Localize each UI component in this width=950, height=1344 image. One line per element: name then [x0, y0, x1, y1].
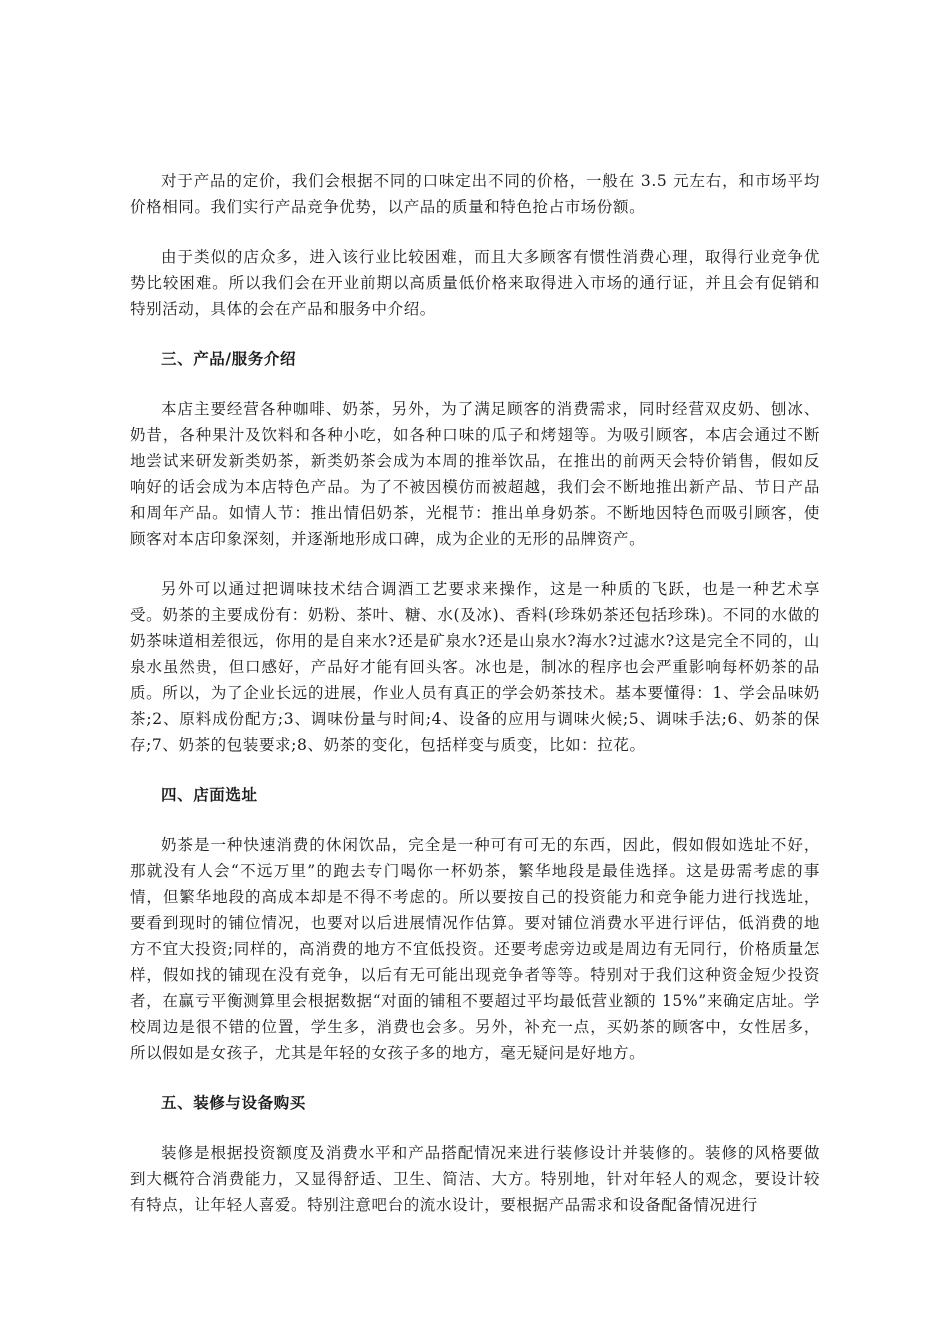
location-paragraph: 奶茶是一种快速消费的休闲饮品，完全是一种可有可无的东西，因此，假如假如选址不好，那就没有人会“不远万里”的跑去专门喝你一杯奶茶，繁华地段是最佳选择。这是毋需考虑的事情，但繁华地段的高成本却是不得不考虑的。所以要按自己的投资能力和竞争能力进行找选址，要看到现时的铺位情况，也要对以后进展情况作估算。要对铺位消费水平进行评估，低消费的地方不宜大投资;同样的，高消费的地方不宜低投资。还要考虑旁边或是周边有无同行，价格质量怎样，假如找的铺现在没有竞争，以后有无可能出现竞争者等等。特别对于我们这种资金短少投资者，在赢亏平衡测算里会根据数据“对面的铺租不要超过平均最低营业额的 15%”来确定店址。学校周边是很不错的位置，学生多，消费也会多。另外，补充一点，买奶茶的顾客中，女性居多，所以假如是女孩子，尤其是年轻的女孩子多的地方，毫无疑问是好地方。 [130, 836, 820, 1062]
milk-tea-technique-paragraph: 另外可以通过把调味技术结合调酒工艺要求来操作，这是一种质的飞跃，也是一种艺术享受。奶茶的主要成份有：奶粉、茶叶、糖、水(及冰)、香料(珍珠奶茶还包括珍珠)。不同的水做的奶茶味道相差很远，你用的是自来水?还是矿泉水?还是山泉水?海水?过滤水?这是完全不同的，山泉水虽然贵，但口感好，产品好才能有回头客。冰也是，制冰的程序也会严重影响每杯奶茶的品质。所以，为了企业长远的进展，作业人员有真正的学会奶茶技术。基本要懂得：1、学会品味奶茶;2、原料成份配方;3、调味份量与时间;4、设备的应用与调味火候;5、调味手法;6、奶茶的保存;7、奶茶的包装要求;8、奶茶的变化，包括样变与质变，比如：拉花。 [130, 580, 820, 754]
document-page [130, 168, 820, 1242]
pricing-paragraph: 对于产品的定价，我们会根据不同的口味定出不同的价格，一般在 3.5 元左右，和市场平均价格相同。我们实行产品竞争优势，以产品的质量和特色抢占市场份额。 [130, 172, 820, 216]
section-heading-location: 四、店面选址 [161, 785, 258, 804]
decoration-paragraph: 装修是根据投资额度及消费水平和产品搭配情况来进行装修设计并装修的。装修的风格要做到大概符合消费能力，又显得舒适、卫生、简洁、大方。特别地，针对年轻人的观念，要设计较有特点，让年轻人喜爱。特别注意吧台的流水设计，要根据产品需求和设备配备情况进行 [130, 1144, 820, 1214]
competition-paragraph: 由于类似的店众多，进入该行业比较困难，而且大多顾客有惯性消费心理，取得行业竞争优势比较困难。所以我们会在开业前期以高质量低价格来取得进入市场的通行证，并且会有促销和特别活动，具体的会在产品和服务中介绍。 [130, 248, 820, 318]
products-paragraph: 本店主要经营各种咖啡、奶茶，另外，为了满足顾客的消费需求，同时经营双皮奶、刨冰、奶昔，各种果汁及饮料和各种小吃，如各种口味的瓜子和烤翅等。为吸引顾客，本店会通过不断地尝试来研发新类奶茶，新类奶茶会成为本周的推举饮品，在推出的前两天会特价销售，假如反响好的话会成为本店特色产品。为了不被因模仿而被超越，我们会不断地推出新产品、节日产品和周年产品。如情人节：推出情侣奶茶，光棍节：推出单身奶茶。不断地因特色而吸引顾客，使顾客对本店印象深刻，并逐渐地形成口碑，成为企业的无形的品牌资产。 [130, 400, 820, 548]
section-heading-decoration: 五、装修与设备购买 [161, 1093, 306, 1112]
section-heading-products: 三、产品/服务介绍 [161, 349, 297, 368]
